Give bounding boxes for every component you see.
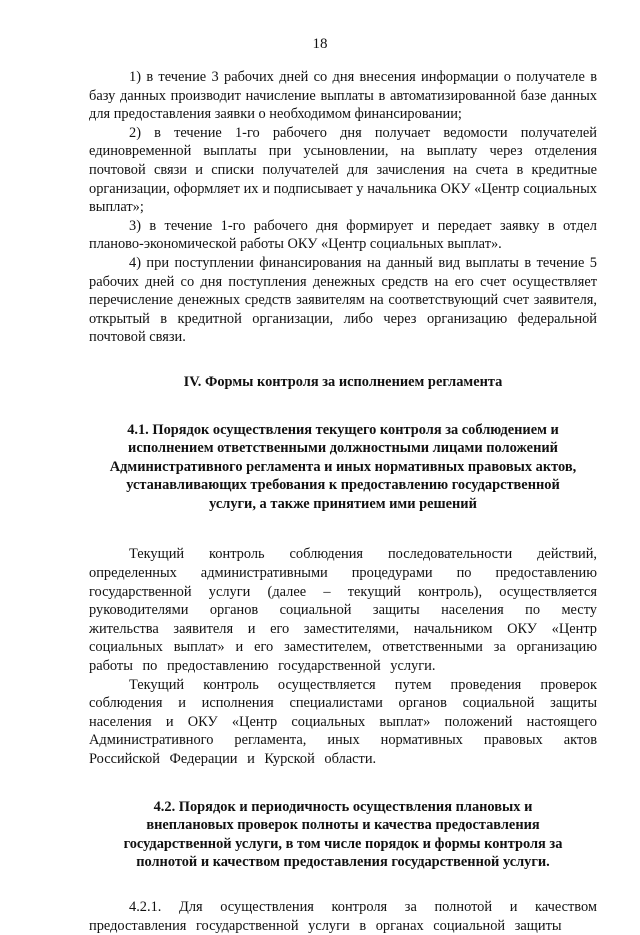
subheading-line: Административного регламента и иных нормативных правовых актов, [109,458,577,475]
subheading-line: полнотой и качеством предоставления государственной услуги. [136,854,550,871]
subheading-4-2 [89,798,597,872]
subheading-line: услуги, а также принятием ими решений [209,495,477,512]
document-body [89,68,597,935]
section-heading: IV. Формы контроля за исполнением регламента [183,373,503,390]
subheading-line: государственной услуги, в том числе порядок и формы контроля за [123,835,563,852]
inspection-paragraph: Текущий контроль осуществляется путем проведения проверок соблюдения и исполнения специалистами органов социальной защиты населения и ОКУ «Центр социальных выплат» положений настоящего Административного регламента, иных нормативных правовых актов Российской Федерации и Курской области. [89,676,597,767]
current-control-paragraph: Текущий контроль соблюдения последовательности действий, определенных административными процедурами по предоставлению государственной услуги (далее – текущий контроль), осуществляется руководителями органов социальной защиты населения по месту жительства заявителя и его заместителями, начальником ОКУ «Центр социальных выплат» и его заместителем, ответственными за организацию работы по предоставлению государственной услуги. [89,546,597,675]
subheading-4-1 [89,421,597,514]
subheading-line: исполнением ответственными должностными лицами положений [128,440,558,457]
paragraph-4-2-1: 4.2.1. Для осуществления контроля за полнотой и качеством предоставления государственной услуги в органах социальной защиты [89,898,597,934]
page-number: 18 [312,36,328,52]
subheading-line: 4.1. Порядок осуществления текущего контроля за соблюдением и [127,421,559,438]
procedure-item-4: 4) при поступлении финансирования на данный вид выплаты в течение 5 рабочих дней со дня поступления денежных средств на его счет осуществляет перечисление денежных средств заявителям на соответствующий счет заявителя, открытый в кредитной организации, либо через организацию федеральной почтовой связи. [89,254,597,346]
procedure-item-1: 1) в течение 3 рабочих дней со дня внесения информации о получателе в базу данных производит начисление выплаты в автоматизированной базе данных для предоставления заявки о необходимом финансировании; [89,69,597,123]
procedure-item-3: 3) в течение 1-го рабочего дня формирует и передает заявку в отдел планово-экономической работы ОКУ «Центр социальных выплат». [89,217,597,253]
subheading-line: устанавливающих требования к предоставлению государственной [126,477,560,494]
procedure-item-2: 2) в течение 1-го рабочего дня получает ведомости получателей единовременной выплаты при усыновлении, на выплату через отделения почтовой связи и списки получателей для зачисления на счета в кредитные организации, оформляет их и подписывает у начальника ОКУ «Центр социальных выплат»; [89,124,597,216]
subheading-line: 4.2. Порядок и периодичность осуществления плановых и [153,798,533,815]
subheading-line: внеплановых проверок полноты и качества предоставления [146,817,540,834]
